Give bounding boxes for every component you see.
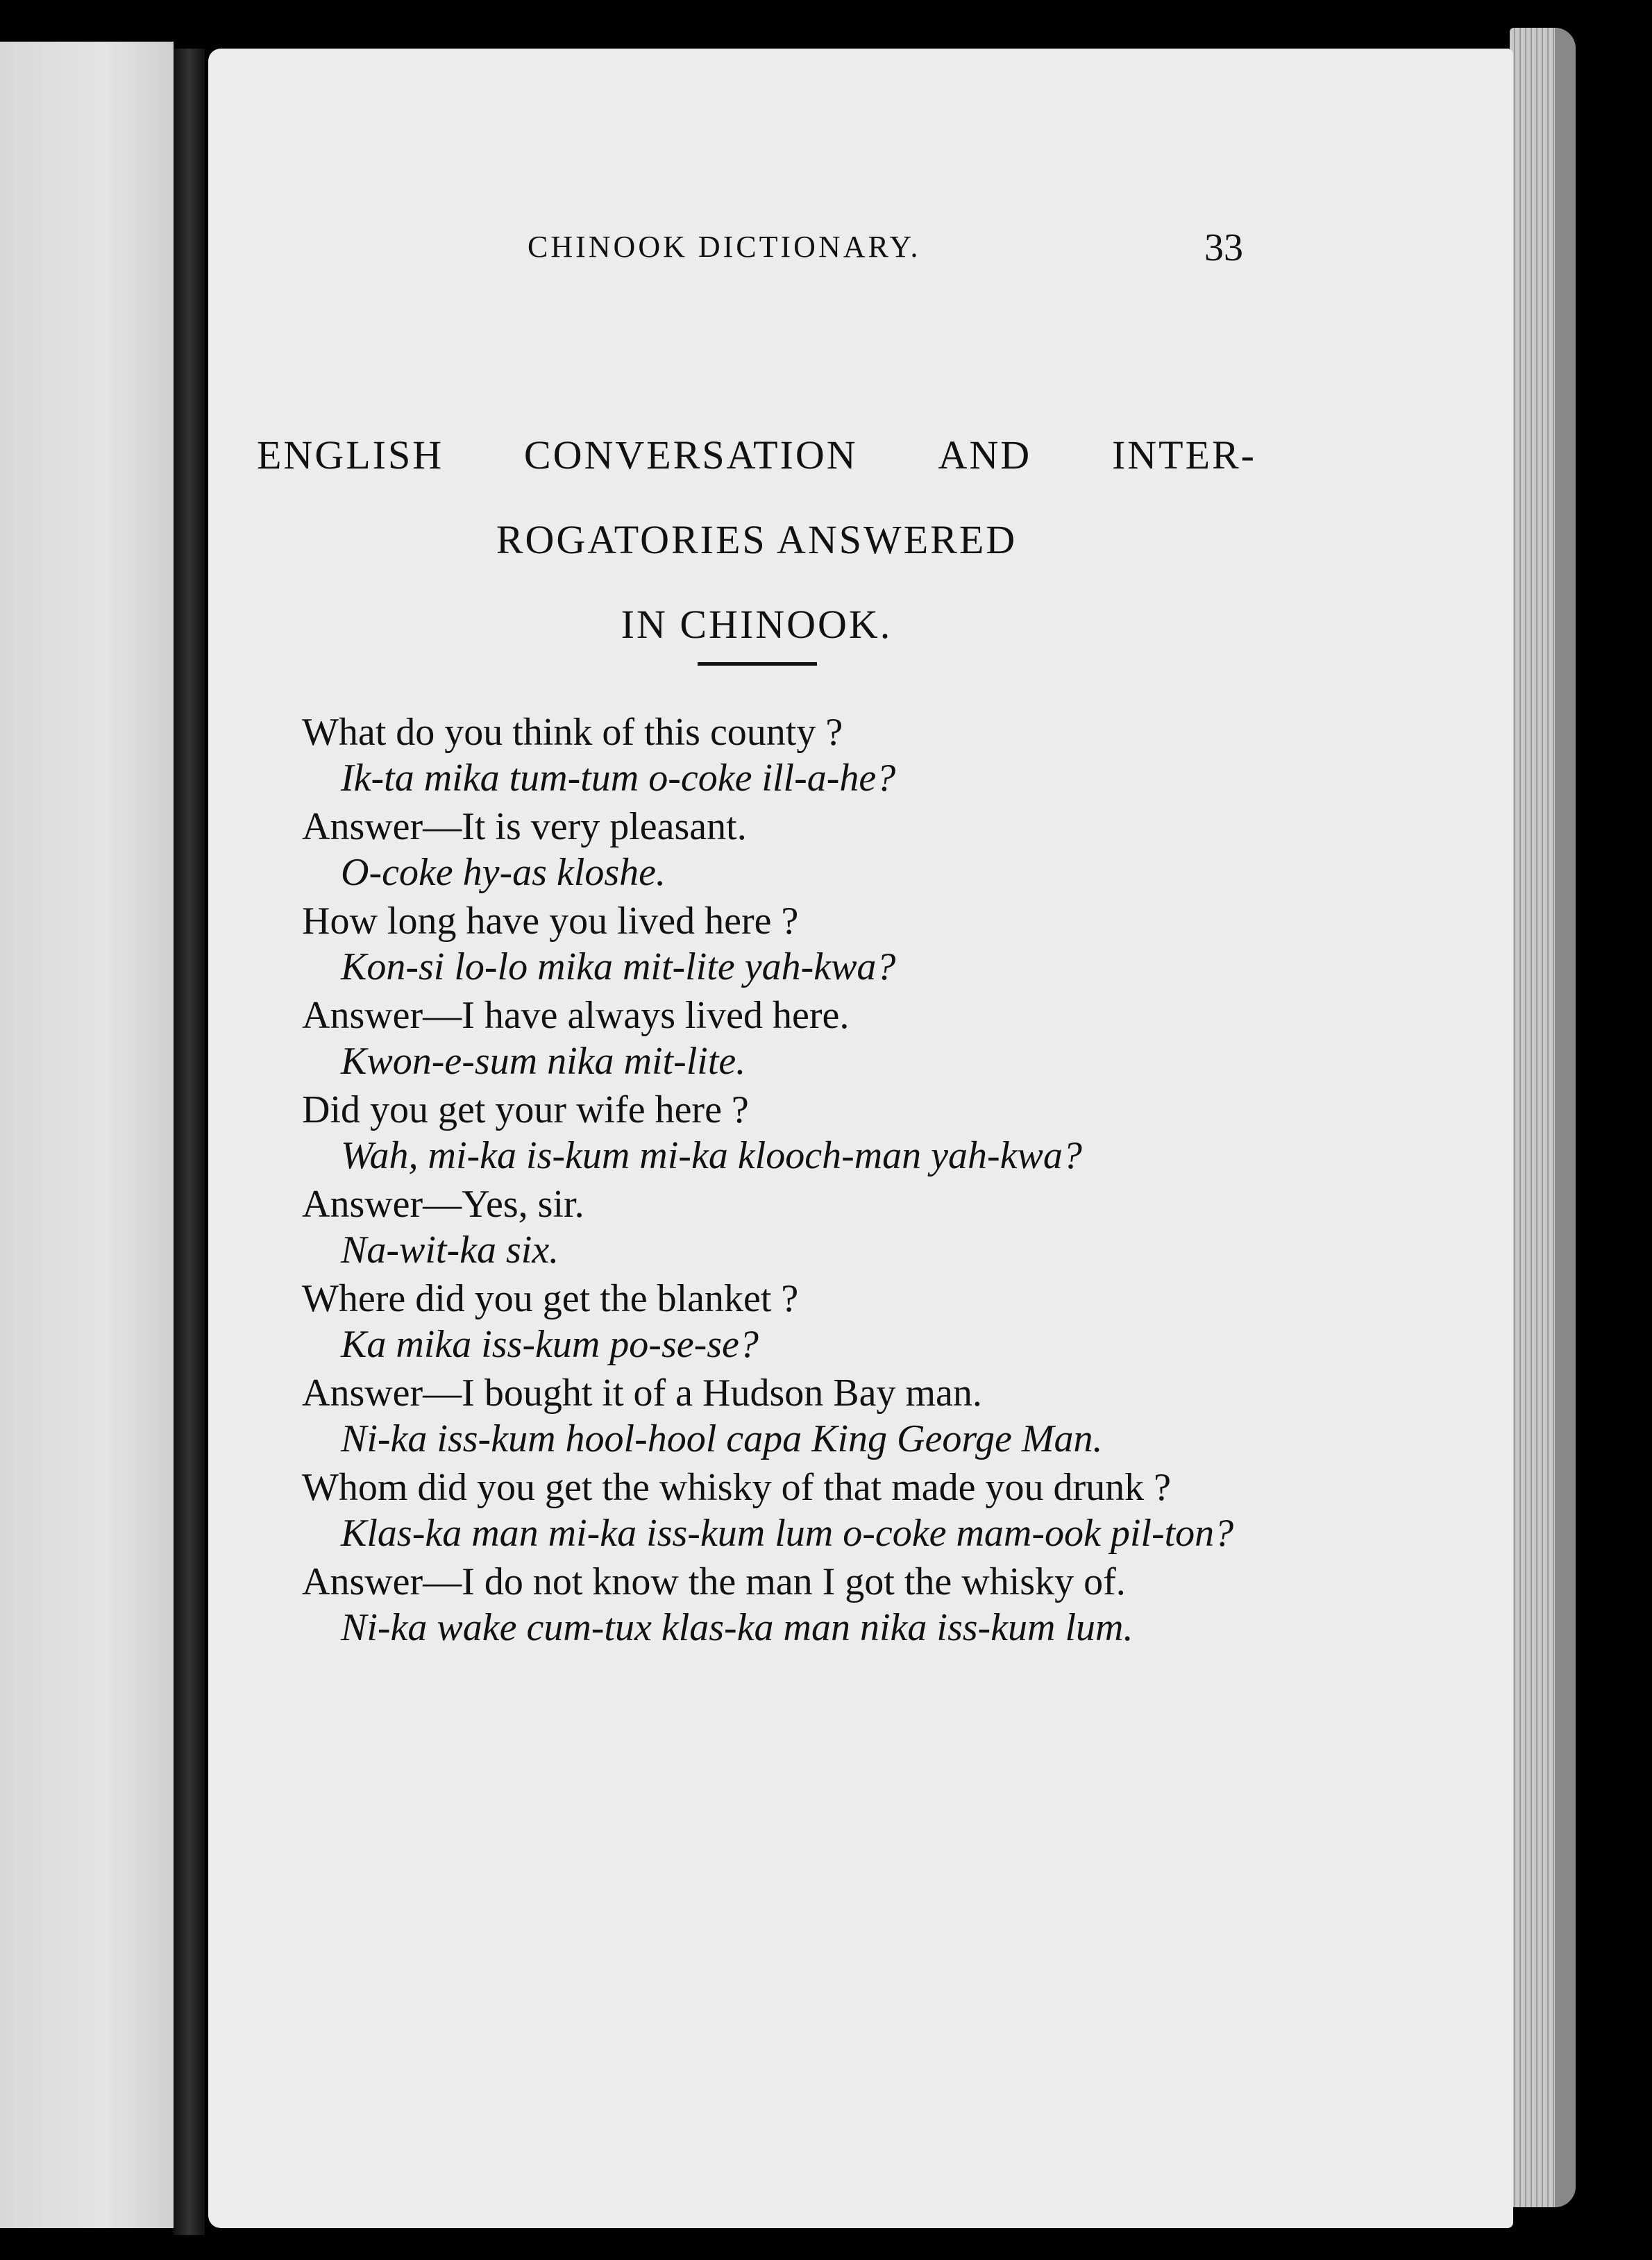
page-edges (1510, 28, 1576, 2207)
chinook-text: Ni-ka iss-kum hool-hool capa King George Man. (341, 1417, 1103, 1460)
qa-entry (302, 1370, 1260, 1462)
chinook-translation (302, 850, 1260, 895)
chinook-translation (302, 1605, 1260, 1651)
chinook-text: O-coke hy-as kloshe. (341, 851, 666, 894)
english-line: Whom did you get the whisky of that made you drunk ? (302, 1466, 1171, 1509)
chinook-text: Kwon-e-sum nika mit-lite. (341, 1040, 746, 1083)
chinook-text: Kon-si lo-lo mika mit-lite yah-kwa? (341, 945, 896, 988)
title-rule (698, 662, 817, 666)
section-title (257, 413, 1256, 667)
qa-entry (302, 1465, 1260, 1556)
chinook-text: Ni-ka wake cum-tux klas-ka man nika iss-kum lum. (341, 1606, 1133, 1649)
chinook-text: Na-wit-ka six. (341, 1229, 559, 1272)
section-title-line-1 (257, 413, 1256, 498)
facing-page (0, 42, 174, 2228)
english-line: What do you think of this county ? (302, 711, 843, 754)
book-gutter (174, 49, 205, 2235)
chinook-translation (302, 1322, 1260, 1367)
section-title-line-3: IN CHINOOK. (621, 602, 893, 647)
chinook-translation (302, 755, 1260, 801)
english-line: How long have you lived here ? (302, 900, 799, 943)
english-line: Did you get your wife here ? (302, 1088, 749, 1131)
english-line: Answer—I do not know the man I got the whisky of. (302, 1560, 1126, 1603)
qa-entry (302, 709, 1260, 801)
chinook-text: Klas-ka man mi-ka iss-kum lum o-coke mam-ook pil-ton? (341, 1512, 1234, 1555)
chinook-text: Ka mika iss-kum po-se-se? (341, 1323, 759, 1366)
chinook-text: Ik-ta mika tum-tum o-coke ill-a-he? (341, 757, 896, 800)
english-line: Answer—Yes, sir. (302, 1183, 584, 1226)
chinook-translation (302, 1133, 1260, 1179)
title-word: ENGLISH (257, 432, 444, 478)
title-word: CONVERSATION (523, 432, 858, 478)
qa-entry (302, 1181, 1260, 1273)
qa-entry (302, 898, 1260, 990)
chinook-translation (302, 1227, 1260, 1273)
chinook-text: Wah, mi-ka is-kum mi-ka klooch-man yah-kwa? (341, 1134, 1082, 1177)
english-line: Answer—I bought it of a Hudson Bay man. (302, 1372, 982, 1415)
running-title: CHINOOK DICTIONARY. (528, 230, 921, 264)
chinook-translation (302, 1416, 1260, 1462)
chinook-translation (302, 1510, 1260, 1556)
qa-entry (302, 1087, 1260, 1179)
qa-entry (302, 993, 1260, 1084)
english-line: Answer—It is very pleasant. (302, 805, 747, 848)
title-word: INTER- (1111, 432, 1256, 478)
chinook-translation (302, 1038, 1260, 1084)
section-title-line-2: ROGATORIES ANSWERED (496, 517, 1018, 562)
page-number: 33 (1204, 226, 1243, 269)
qa-entry (302, 1559, 1260, 1651)
conversation-list (302, 709, 1260, 1653)
qa-entry (302, 804, 1260, 895)
english-line: Where did you get the blanket ? (302, 1277, 799, 1320)
qa-entry (302, 1276, 1260, 1367)
chinook-translation (302, 944, 1260, 990)
english-line: Answer—I have always lived here. (302, 994, 850, 1037)
title-word: AND (938, 432, 1032, 478)
